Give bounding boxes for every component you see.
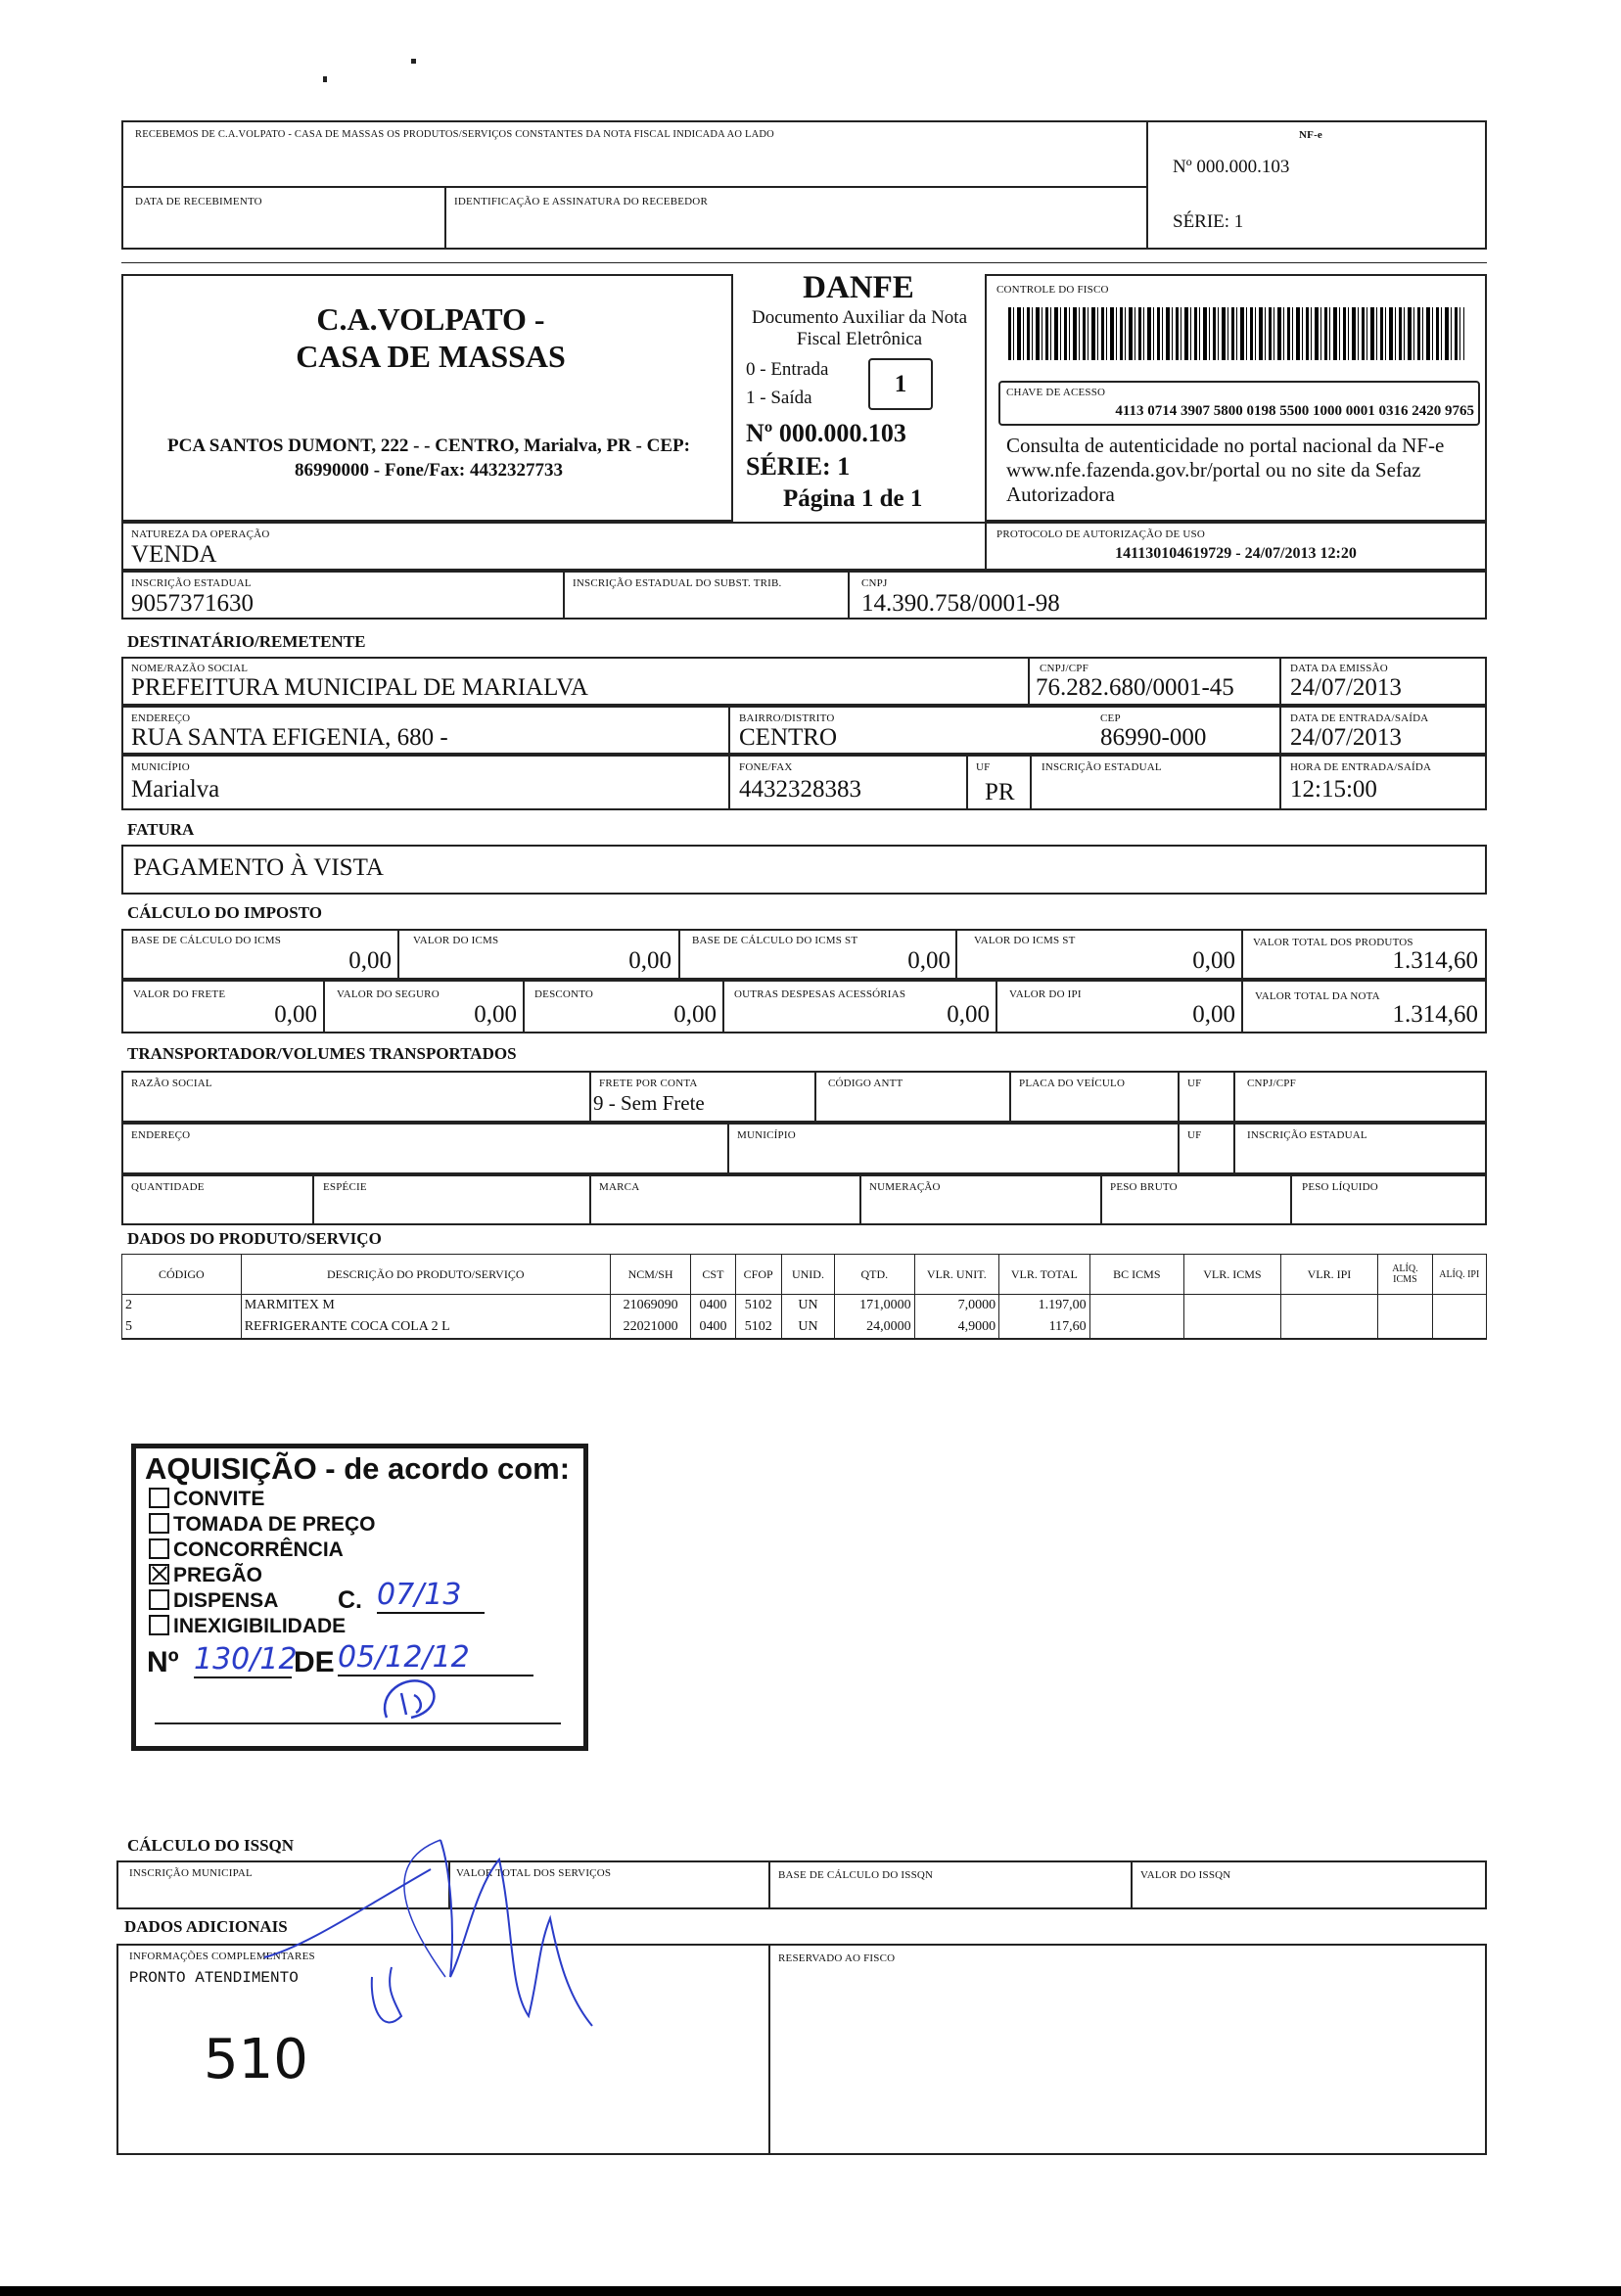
stamp-option-label: INEXIGIBILIDADE — [173, 1615, 347, 1637]
danfe-number: Nº 000.000.103 — [746, 419, 906, 447]
additional-section: DADOS ADICIONAIS — [124, 1917, 288, 1936]
receipt-date-label: DATA DE RECEBIMENTO — [135, 196, 262, 207]
cep-label: CEP — [1100, 712, 1121, 724]
entry-date-label: DATA DE ENTRADA/SAÍDA — [1290, 712, 1429, 724]
total-products-value: 1.314,60 — [1392, 947, 1478, 974]
cell-qty: 171,0000 — [835, 1295, 914, 1317]
stamp-option-dispensa — [149, 1589, 278, 1613]
cell-unit-price: 4,9000 — [914, 1316, 998, 1339]
divider — [312, 1174, 314, 1225]
divider — [1100, 1174, 1102, 1225]
cell-empty — [1089, 1295, 1184, 1317]
col-aliq-icms: ALÍQ. ICMS — [1378, 1255, 1432, 1295]
ie-box — [121, 571, 1487, 620]
stamp-option-convite — [149, 1488, 264, 1511]
divider — [121, 186, 1146, 188]
icms-st-value: 0,00 — [1192, 947, 1235, 974]
receipt-number: Nº 000.000.103 — [1173, 157, 1290, 177]
divider — [1178, 1123, 1180, 1174]
divider — [1290, 1174, 1292, 1225]
col-icms: VLR. ICMS — [1184, 1255, 1281, 1295]
divider — [768, 1860, 770, 1909]
checkbox-icon — [149, 1538, 169, 1559]
divider — [728, 706, 730, 755]
info-label: INFORMAÇÕES COMPLEMENTARES — [129, 1951, 315, 1962]
access-key-label: CHAVE DE ACESSO — [1006, 387, 1106, 398]
freight-label: VALOR DO FRETE — [133, 988, 226, 1000]
table-row — [122, 1316, 1487, 1339]
nature-value: VENDA — [131, 541, 217, 568]
cep-value: 86990-000 — [1100, 724, 1207, 751]
address-value: RUA SANTA EFIGENIA, 680 - — [131, 724, 448, 751]
stamp-option-label: CONCORRÊNCIA — [173, 1538, 344, 1561]
total-label: VALOR TOTAL DA NOTA — [1255, 990, 1380, 1002]
divider — [589, 1174, 591, 1225]
stamp-option-inexigibilidade — [149, 1615, 346, 1638]
freight-type-value: 9 - Sem Frete — [593, 1091, 705, 1115]
stamp-option-pregao — [149, 1564, 262, 1587]
danfe-type-value: 1 — [894, 371, 907, 397]
cell-desc: REFRIGERANTE COCA COLA 2 L — [241, 1316, 610, 1339]
col-ncm: NCM/SH — [610, 1255, 690, 1295]
ie-label: INSCRIÇÃO ESTADUAL — [131, 577, 252, 589]
stamp-option-label: TOMADA DE PREÇO — [173, 1513, 376, 1536]
cell-ncm: 21069090 — [610, 1295, 690, 1317]
divider — [1233, 1123, 1235, 1174]
recipient-name: PREFEITURA MUNICIPAL DE MARIALVA — [131, 674, 588, 701]
divider — [722, 980, 724, 1033]
fiscal-control-label: CONTROLE DO FISCO — [996, 284, 1109, 296]
divider — [444, 186, 446, 250]
divider — [848, 571, 850, 620]
brand-label: MARCA — [599, 1181, 640, 1193]
cell-empty — [1184, 1316, 1281, 1339]
ie-value: 9057371630 — [131, 590, 254, 617]
stamp-option-tomada — [149, 1513, 376, 1537]
info-value: PRONTO ATENDIMENTO — [129, 1969, 299, 1987]
transport-cnpj-label: CNPJ/CPF — [1247, 1078, 1296, 1089]
protocol-label: PROTOCOLO DE AUTORIZAÇÃO DE USO — [996, 528, 1205, 540]
cell-cfop: 5102 — [735, 1295, 781, 1317]
address-label: ENDEREÇO — [131, 712, 191, 724]
invoice-section: FATURA — [127, 820, 195, 839]
cell-unit: UN — [781, 1295, 834, 1317]
cell-cst: 0400 — [691, 1316, 735, 1339]
products-header-row — [122, 1255, 1487, 1295]
transport-ie-label: INSCRIÇÃO ESTADUAL — [1247, 1129, 1367, 1141]
issqn-section: CÁLCULO DO ISSQN — [127, 1836, 295, 1855]
icms-value: 0,00 — [628, 947, 672, 974]
species-label: ESPÉCIE — [323, 1181, 367, 1193]
col-cst: CST — [691, 1255, 735, 1295]
transport-city-label: MUNICÍPIO — [737, 1129, 796, 1141]
cell-ncm: 22021000 — [610, 1316, 690, 1339]
scan-edge — [0, 2286, 1621, 2296]
cell-desc: MARMITEX M — [241, 1295, 610, 1317]
stamp-no-label: Nº — [147, 1646, 179, 1678]
stamp-initials — [377, 1674, 445, 1722]
divider — [768, 1944, 770, 2155]
divider — [1279, 706, 1281, 755]
divider — [121, 262, 1487, 263]
total-products-label: VALOR TOTAL DOS PRODUTOS — [1253, 937, 1413, 948]
ipi-label: VALOR DO IPI — [1009, 988, 1082, 1000]
col-desc: DESCRIÇÃO DO PRODUTO/SERVIÇO — [241, 1255, 610, 1295]
col-cfop: CFOP — [735, 1255, 781, 1295]
divider — [678, 929, 680, 980]
danfe-subtitle: Documento Auxiliar da Nota Fiscal Eletrônica — [751, 307, 968, 349]
cell-qty: 24,0000 — [835, 1316, 914, 1339]
table-row — [122, 1295, 1487, 1317]
recipient-cnpj: 76.282.680/0001-45 — [1036, 674, 1234, 701]
phone-value: 4432328383 — [739, 776, 861, 803]
cell-empty — [1378, 1316, 1432, 1339]
uf-label: UF — [976, 761, 991, 773]
recipient-ie-label: INSCRIÇÃO ESTADUAL — [1042, 761, 1162, 773]
col-unit-price: VLR. UNIT. — [914, 1255, 998, 1295]
reserved-label: RESERVADO AO FISCO — [778, 1952, 896, 1964]
receipt-nfe-label: NF-e — [1299, 129, 1323, 141]
divider — [1009, 1071, 1011, 1123]
divider — [523, 980, 525, 1033]
base-icms-st-label: BASE DE CÁLCULO DO ICMS ST — [692, 935, 858, 946]
stamp-de-value: 05/12/12 — [338, 1640, 533, 1676]
recipient-name-label: NOME/RAZÃO SOCIAL — [131, 663, 249, 674]
consult-text: Consulta de autenticidade no portal nacional da NF-e www.nfe.fazenda.gov.br/portal ou no site da Sefaz Autorizadora — [1006, 434, 1445, 506]
divider — [563, 571, 565, 620]
stamp-de-label: DE — [294, 1646, 335, 1678]
ipi-value: 0,00 — [1192, 1001, 1235, 1028]
municipal-label: INSCRIÇÃO MUNICIPAL — [129, 1867, 253, 1879]
issuer-address: PCA SANTOS DUMONT, 222 - - CENTRO, Marialva, PR - CEP: 86990000 - Fone/Fax: 4432327733 — [167, 436, 690, 481]
cell-empty — [1089, 1316, 1184, 1339]
stamp-option-concorrencia — [149, 1538, 344, 1562]
divider — [1028, 657, 1030, 706]
other-label: OUTRAS DESPESAS ACESSÓRIAS — [734, 988, 906, 1000]
divider — [1146, 120, 1148, 250]
base-icms-st-value: 0,00 — [907, 947, 950, 974]
col-code: CÓDIGO — [122, 1255, 242, 1295]
col-total: VLR. TOTAL — [999, 1255, 1090, 1295]
divider — [859, 1174, 861, 1225]
divider — [1131, 1860, 1133, 1909]
danfe-entry: 0 - Entrada — [746, 359, 829, 380]
checkbox-icon — [149, 1513, 169, 1534]
antt-label: CÓDIGO ANTT — [828, 1078, 903, 1089]
city-label: MUNICÍPIO — [131, 761, 190, 773]
cell-empty — [1378, 1295, 1432, 1317]
receipt-statement: RECEBEMOS DE C.A.VOLPATO - CASA DE MASSAS OS PRODUTOS/SERVIÇOS CONSTANTES DA NOTA FISCAL INDICADA AO LADO — [135, 129, 774, 140]
transport-section: TRANSPORTADOR/VOLUMES TRANSPORTADOS — [127, 1044, 517, 1063]
base-icms-value: 0,00 — [348, 947, 392, 974]
danfe-page: Página 1 de 1 — [783, 485, 923, 512]
icms-label: VALOR DO ICMS — [413, 935, 499, 946]
cell-cfop: 5102 — [735, 1316, 781, 1339]
tax-section: CÁLCULO DO IMPOSTO — [127, 903, 322, 922]
stamp-option-label: DISPENSA — [173, 1589, 279, 1612]
divider — [1279, 755, 1281, 810]
divider — [1241, 929, 1243, 980]
col-bc-icms: BC ICMS — [1089, 1255, 1184, 1295]
cnpj-label: CNPJ — [861, 577, 888, 589]
transport-uf-label: UF — [1187, 1078, 1202, 1089]
uf-value: PR — [985, 779, 1015, 805]
issuer-name: C.A.VOLPATO - CASA DE MASSAS — [296, 301, 566, 374]
stamp-c-value: 07/13 — [377, 1578, 485, 1614]
products-table — [121, 1254, 1487, 1340]
icms-st-label: VALOR DO ICMS ST — [974, 935, 1076, 946]
cell-total: 117,60 — [999, 1316, 1090, 1339]
district-value: CENTRO — [739, 724, 837, 751]
cell-code: 5 — [122, 1316, 242, 1339]
receipt-signature-label: IDENTIFICAÇÃO E ASSINATURA DO RECEBEDOR — [454, 196, 708, 207]
cell-unit-price: 7,0000 — [914, 1295, 998, 1317]
cell-cst: 0400 — [691, 1295, 735, 1317]
base-icms-label: BASE DE CÁLCULO DO ICMS — [131, 935, 282, 946]
discount-label: DESCONTO — [534, 988, 594, 1000]
freight-type-label: FRETE POR CONTA — [599, 1078, 698, 1089]
transport-address-label: ENDEREÇO — [131, 1129, 191, 1141]
cell-code: 2 — [122, 1295, 242, 1317]
divider — [727, 1123, 729, 1174]
plate-label: PLACA DO VEÍCULO — [1019, 1078, 1126, 1089]
barcode — [1008, 307, 1464, 360]
gross-weight-label: PESO BRUTO — [1110, 1181, 1178, 1193]
cnpj-value: 14.390.758/0001-98 — [861, 590, 1060, 617]
scan-dot — [411, 59, 416, 64]
cell-empty — [1184, 1295, 1281, 1317]
invoice-payment: PAGAMENTO À VISTA — [133, 854, 384, 881]
danfe-series: SÉRIE: 1 — [746, 452, 851, 481]
cell-empty — [1432, 1316, 1486, 1339]
stamp-c-label: C. — [338, 1586, 362, 1614]
checked-checkbox-icon — [149, 1564, 169, 1584]
freight-value: 0,00 — [274, 1001, 317, 1028]
services-label: VALOR TOTAL DOS SERVIÇOS — [456, 1867, 612, 1879]
scan-dot — [323, 76, 327, 82]
qty-label: QUANTIDADE — [131, 1181, 205, 1193]
divider — [966, 755, 968, 810]
danfe-exit: 1 - Saída — [746, 388, 812, 408]
time-value: 12:15:00 — [1290, 776, 1377, 803]
access-key: 4113 0714 3907 5800 0198 5500 1000 0001 0316 2420 9765 — [1115, 403, 1474, 419]
divider — [728, 755, 730, 810]
divider — [996, 980, 997, 1033]
carrier-name-label: RAZÃO SOCIAL — [131, 1078, 212, 1089]
divider — [1241, 980, 1243, 1033]
divider — [1279, 657, 1281, 706]
checkbox-icon — [149, 1615, 169, 1635]
stamp-option-label: CONVITE — [173, 1488, 265, 1510]
divider — [814, 1071, 816, 1123]
checkbox-icon — [149, 1488, 169, 1508]
stamp-signature-line — [155, 1722, 561, 1724]
district-label: BAIRRO/DISTRITO — [739, 712, 835, 724]
cell-total: 1.197,00 — [999, 1295, 1090, 1317]
recipient-cnpj-label: CNPJ/CPF — [1040, 663, 1088, 674]
divider — [323, 980, 325, 1033]
stamp-option-label: PREGÃO — [173, 1564, 263, 1586]
transport-uf2-label: UF — [1187, 1129, 1202, 1141]
time-label: HORA DE ENTRADA/SAÍDA — [1290, 761, 1432, 773]
issqn-base-label: BASE DE CÁLCULO DO ISSQN — [778, 1869, 934, 1881]
emission-value: 24/07/2013 — [1290, 674, 1402, 701]
receipt-series: SÉRIE: 1 — [1173, 211, 1244, 232]
insurance-value: 0,00 — [474, 1001, 517, 1028]
divider — [589, 1071, 591, 1123]
divider — [955, 929, 957, 980]
ie-st-label: INSCRIÇÃO ESTADUAL DO SUBST. TRIB. — [573, 577, 782, 589]
divider — [1030, 755, 1032, 810]
recipient-section: DESTINATÁRIO/REMETENTE — [127, 632, 366, 651]
signature-scrawl — [245, 1830, 597, 2045]
col-qty: QTD. — [835, 1255, 914, 1295]
emission-label: DATA DA EMISSÃO — [1290, 663, 1388, 674]
divider — [1178, 1071, 1180, 1123]
protocol-value: 141130104619729 - 24/07/2013 12:20 — [1115, 545, 1357, 562]
cell-empty — [1280, 1295, 1378, 1317]
discount-value: 0,00 — [673, 1001, 717, 1028]
other-value: 0,00 — [947, 1001, 990, 1028]
nature-label: NATUREZA DA OPERAÇÃO — [131, 528, 270, 540]
numbering-label: NUMERAÇÃO — [869, 1181, 941, 1193]
city-value: Marialva — [131, 776, 220, 803]
divider — [397, 929, 399, 980]
stamp-title: AQUISIÇÃO - de acordo com: — [145, 1451, 571, 1486]
col-unit: UNID. — [781, 1255, 834, 1295]
net-weight-label: PESO LÍQUIDO — [1302, 1181, 1378, 1193]
handwritten-note: 510 — [204, 2028, 308, 2091]
checkbox-icon — [149, 1589, 169, 1610]
cell-empty — [1280, 1316, 1378, 1339]
danfe-title: DANFE — [803, 270, 914, 305]
products-section: DADOS DO PRODUTO/SERVIÇO — [127, 1229, 382, 1248]
col-aliq-ipi: ALÍQ. IPI — [1432, 1255, 1486, 1295]
stamp-no-value: 130/12 — [194, 1642, 298, 1676]
divider — [1233, 1071, 1235, 1123]
insurance-label: VALOR DO SEGURO — [337, 988, 440, 1000]
col-ipi: VLR. IPI — [1280, 1255, 1378, 1295]
cell-unit: UN — [781, 1316, 834, 1339]
cell-empty — [1432, 1295, 1486, 1317]
entry-date-value: 24/07/2013 — [1290, 724, 1402, 751]
phone-label: FONE/FAX — [739, 761, 793, 773]
issqn-value-label: VALOR DO ISSQN — [1140, 1869, 1231, 1881]
total-value: 1.314,60 — [1392, 1001, 1478, 1028]
